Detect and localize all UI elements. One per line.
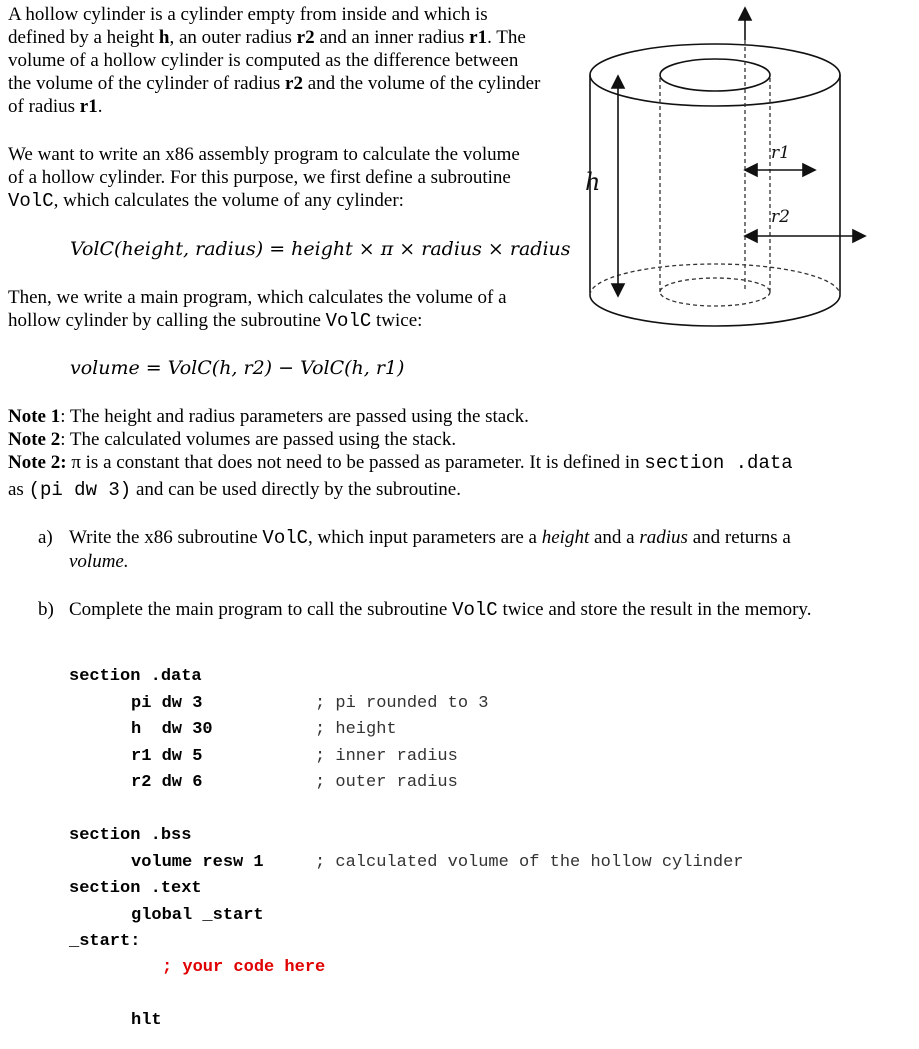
note-3: Note 2: π is a constant that does not need to be passed as parameter. It is defined in section .data (8, 452, 793, 474)
note-2: Note 2: The calculated volumes are passed using the stack. (8, 429, 457, 450)
code-pi-line: pi dw 3 (131, 694, 203, 713)
code-start-label: _start: (69, 932, 141, 951)
para3-line-1: Then, we write a main program, which calculates the volume of a (8, 287, 507, 308)
code-global-line: global _start (131, 906, 264, 925)
question-a-label: a) (38, 527, 53, 548)
notes (8, 405, 913, 502)
volume-formula: volume = VolC(h, r2) − VolC(h, r1) (70, 357, 405, 379)
inner-bottom-hidden-ellipse (660, 278, 770, 306)
question-b-label: b) (38, 599, 54, 620)
code-hlt: hlt (131, 1011, 162, 1030)
main-program-paragraph (8, 286, 578, 333)
para2-line-2: of a hollow cylinder. For this purpose, we first define a subroutine (8, 167, 511, 188)
outer-bottom-hidden-arc (590, 264, 840, 295)
hollow-cylinder-figure (575, 0, 919, 345)
outer-bottom-arc (590, 295, 840, 326)
code-pi-comment: ; pi rounded to 3 (315, 694, 489, 713)
intro-line-3: volume of a hollow cylinder is computed as the difference between (8, 50, 519, 71)
height-label: h (585, 168, 601, 196)
question-a (38, 526, 908, 573)
code-volume-line: volume resw 1 (131, 853, 264, 872)
r1-label: r1 (771, 143, 790, 163)
note-1: Note 1: The height and radius parameters are passed using the stack. (8, 406, 529, 427)
code-h-comment: ; height (315, 720, 397, 739)
code-r2-line: r2 dw 6 (131, 773, 203, 792)
intro-line-2: defined by a height h, an outer radius r2 and an inner radius r1. The (8, 27, 526, 48)
question-b (38, 598, 908, 622)
volc-formula: VolC(height, radius) = height × π × radius × radius (70, 238, 571, 260)
code-r1-comment: ; inner radius (315, 747, 458, 766)
code-volume-comment: ; calculated volume of the hollow cylinder (315, 853, 744, 872)
note-3-cont: as (pi dw 3) and can be used directly by the subroutine. (8, 479, 461, 501)
r1-arrow (745, 164, 815, 176)
para2-line-3: VolC, which calculates the volume of any cylinder: (8, 190, 404, 212)
code-data-section: section .data (69, 667, 202, 686)
r2-arrow (745, 230, 865, 242)
code-placeholder: ; your code here (162, 958, 326, 977)
para3-line-2: hollow cylinder by calling the subroutine VolC twice: (8, 310, 423, 332)
para2-line-1: We want to write an x86 assembly program to calculate the volume (8, 144, 520, 165)
question-a-text: Write the x86 subroutine VolC, which input parameters are a height and a radius and returns a volume. (69, 527, 791, 572)
question-b-text: Complete the main program to call the subroutine VolC twice and store the result in the memory. (69, 599, 812, 621)
inner-top-ellipse (660, 59, 770, 91)
r2-label: r2 (771, 207, 790, 227)
intro-line-5: of radius r1. (8, 96, 103, 117)
code-h-line: h dw 30 (131, 720, 213, 739)
intro-line-1: A hollow cylinder is a cylinder empty from inside and which is (8, 4, 488, 25)
code-r2-comment: ; outer radius (315, 773, 458, 792)
intro-paragraph (8, 3, 578, 118)
outer-top-ellipse (590, 44, 840, 106)
intro-line-4: the volume of the cylinder of radius r2 and the volume of the cylinder (8, 73, 541, 94)
code-r1-line: r1 dw 5 (131, 747, 203, 766)
code-bss-section: section .bss (69, 826, 192, 845)
subroutine-paragraph (8, 143, 578, 213)
height-arrow (612, 76, 624, 296)
code-text-section: section .text (69, 879, 202, 898)
